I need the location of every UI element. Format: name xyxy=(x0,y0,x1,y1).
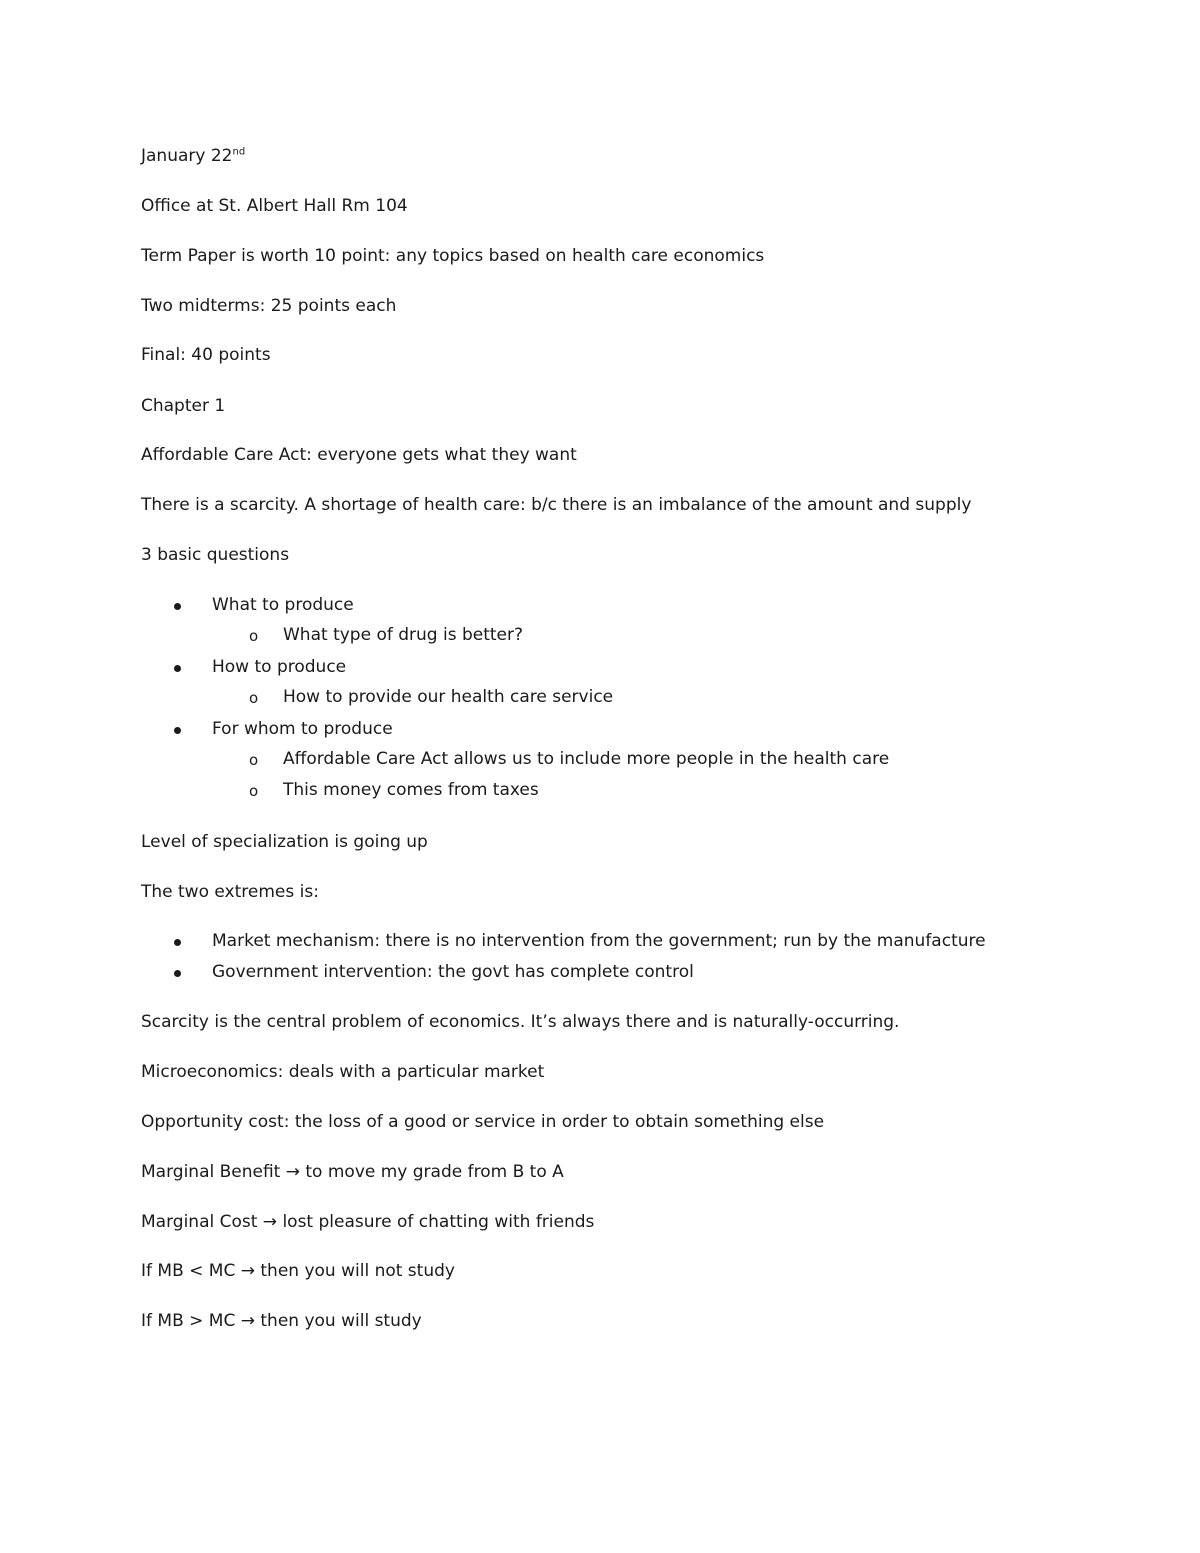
sub-bullet-icon: o xyxy=(249,627,259,645)
sub-list-item-aca-include xyxy=(249,747,890,771)
aca-line: Affordable Care Act: everyone gets what they want xyxy=(141,445,577,465)
list-item-label: For whom to produce xyxy=(212,719,393,739)
term-paper-line: Term Paper is worth 10 point: any topics based on health care economics xyxy=(141,246,765,266)
list-item-label: Market mechanism: there is no intervention from the government; run by the manufacture xyxy=(212,931,986,951)
bullet-icon xyxy=(174,939,181,946)
list-item-how-to-produce xyxy=(212,655,346,679)
list-item-for-whom-to-produce xyxy=(212,717,393,741)
list-item-what-to-produce xyxy=(212,593,354,617)
bullet-icon xyxy=(174,665,181,672)
date-text: January 22 xyxy=(141,146,233,166)
list-item-label: How to produce xyxy=(212,657,347,677)
list-item-label: What to produce xyxy=(212,595,354,615)
sub-list-item-label: How to provide our health care service xyxy=(283,687,614,707)
marginal-benefit-line: Marginal Benefit → to move my grade from B to A xyxy=(141,1162,564,1182)
specialization-line: Level of specialization is going up xyxy=(141,832,428,852)
sub-bullet-icon: o xyxy=(249,782,259,800)
sub-list-item-label: Affordable Care Act allows us to include more people in the health care xyxy=(283,749,890,769)
mb-less-than-mc-line: If MB < MC → then you will not study xyxy=(141,1261,455,1281)
basic-questions-line: 3 basic questions xyxy=(141,545,290,565)
sub-list-item-health-care-service xyxy=(249,685,614,709)
sub-list-item-label: This money comes from taxes xyxy=(283,780,539,800)
sub-list-item-drug-type xyxy=(249,623,524,647)
bullet-icon xyxy=(174,970,181,977)
marginal-cost-line: Marginal Cost → lost pleasure of chatting with friends xyxy=(141,1212,595,1232)
sub-bullet-icon: o xyxy=(249,689,259,707)
midterms-line: Two midterms: 25 points each xyxy=(141,296,397,316)
final-line: Final: 40 points xyxy=(141,345,271,365)
sub-bullet-icon: o xyxy=(249,751,259,769)
scarcity-central-line: Scarcity is the central problem of economics. It’s always there and is naturally-occurring. xyxy=(141,1012,900,1032)
list-item-label: Government intervention: the govt has complete control xyxy=(212,962,694,982)
bullet-icon xyxy=(174,603,181,610)
office-line: Office at St. Albert Hall Rm 104 xyxy=(141,196,408,216)
mb-greater-than-mc-line: If MB > MC → then you will study xyxy=(141,1311,422,1331)
bullet-icon xyxy=(174,727,181,734)
date-heading xyxy=(141,144,245,168)
opportunity-cost-line: Opportunity cost: the loss of a good or service in order to obtain something else xyxy=(141,1112,825,1132)
microeconomics-line: Microeconomics: deals with a particular market xyxy=(141,1062,545,1082)
scarcity-intro-line: There is a scarcity. A shortage of health care: b/c there is an imbalance of the amount and supply xyxy=(141,495,972,515)
chapter-line: Chapter 1 xyxy=(141,396,226,416)
list-item-market-mechanism xyxy=(212,929,986,953)
date-ordinal-suffix: nd xyxy=(232,146,246,158)
list-item-government-intervention xyxy=(212,960,694,984)
extremes-intro-line: The two extremes is: xyxy=(141,882,319,902)
sub-list-item-label: What type of drug is better? xyxy=(283,625,524,645)
sub-list-item-taxes xyxy=(249,778,539,802)
